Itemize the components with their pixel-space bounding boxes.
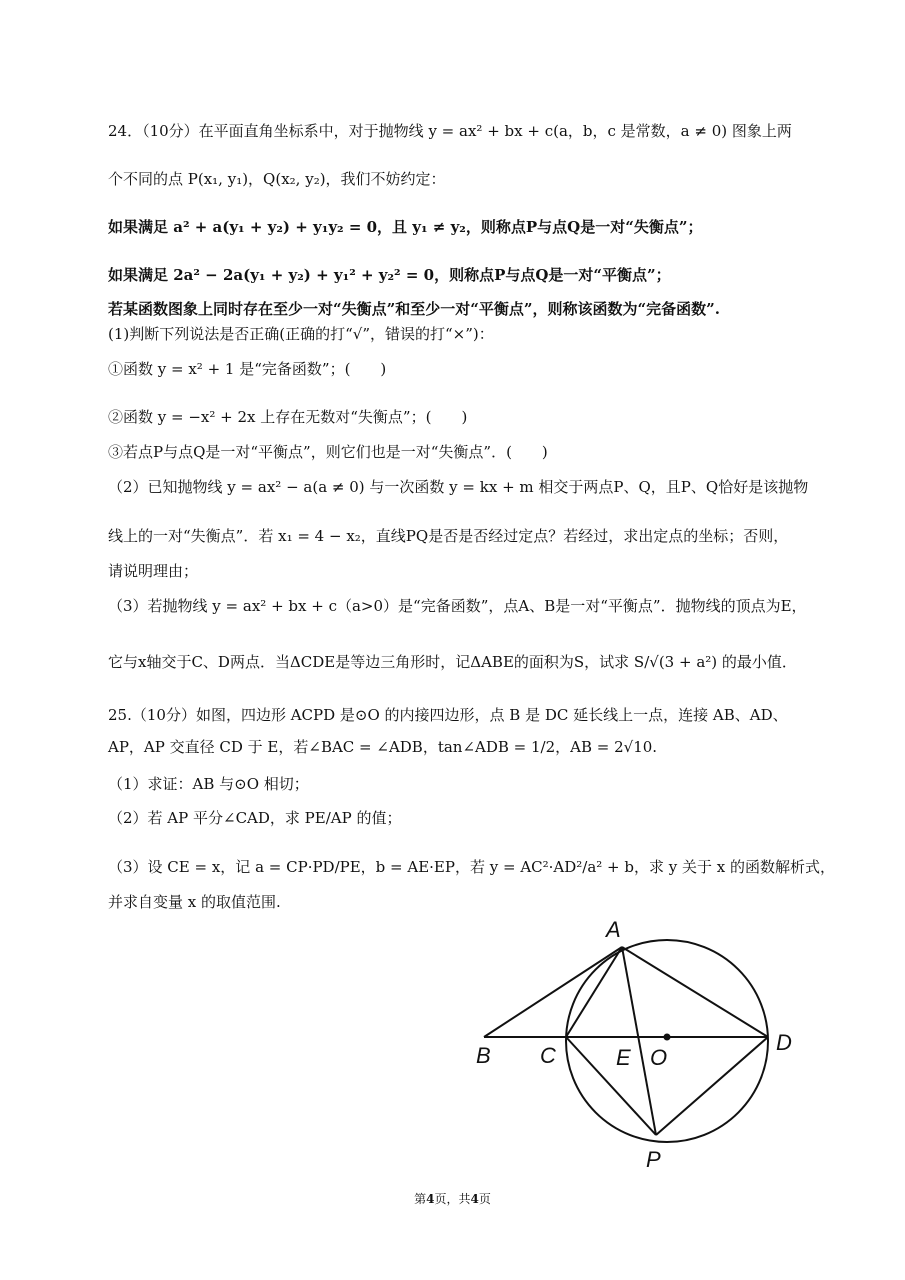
label-a: A	[606, 917, 621, 942]
label-o: O	[650, 1045, 668, 1070]
q25-part-1: （1）求证：AB 与⊙O 相切；	[108, 775, 309, 793]
footer-prefix: 第	[414, 1192, 427, 1206]
q25-line-2: AP，AP 交直径 CD 于 E，若∠BAC = ∠ADB，tan∠ADB = 1/2，AB = 2√10.	[108, 738, 658, 756]
q24-part-1-instruction: (1)判断下列说法是否正确(正确的打“√”，错误的打“×”)：	[108, 325, 494, 343]
segment-ac	[566, 947, 622, 1037]
q25-line-1: 25.（10分）如图，四边形 ACPD 是⊙O 的内接四边形，点 B 是 DC 延长线上一点，连接 AB、AD、	[108, 706, 788, 724]
label-e: E	[616, 1045, 631, 1070]
label-b: B	[476, 1043, 491, 1068]
q24-definition-wanbei: 若某函数图象上同时存在至少一对“失衡点”和至少一对“平衡点”，则称该函数为“完备函数”.	[108, 300, 720, 318]
label-p: P	[646, 1147, 661, 1172]
q24-part-3-line-2: 它与x轴交于C、D两点．当ΔCDE是等边三角形时，记ΔABE的面积为S，试求 S/√(3 + a²) 的最小值．	[108, 653, 797, 671]
q24-line-2: 个不同的点 P(x₁, y₁)，Q(x₂, y₂)，我们不妨约定：	[108, 170, 446, 188]
label-d: D	[776, 1030, 792, 1055]
q24-part-2-line-1: （2）已知抛物线 y = ax² − a(a ≠ 0) 与一次函数 y = kx + m 相交于两点P、Q，且P、Q恰好是该抛物	[108, 478, 809, 496]
q24-item-3: ③若点P与点Q是一对“平衡点”，则它们也是一对“失衡点”．( )	[108, 443, 548, 461]
q24-line-1: 24．（10分）在平面直角坐标系中，对于抛物线 y = ax² + bx + c(a，b，c 是常数，a ≠ 0) 图象上两	[108, 122, 792, 140]
segment-pd	[656, 1037, 768, 1135]
footer-total-pages: 4	[470, 1192, 479, 1206]
q24-definition-pingheng: 如果满足 2a² − 2a(y₁ + y₂) + y₁² + y₂² = 0，则称点P与点Q是一对“平衡点”；	[108, 266, 671, 284]
q25-part-3-line-2: 并求自变量 x 的取值范围.	[108, 893, 281, 911]
footer-suffix: 页	[478, 1192, 491, 1206]
segment-ab	[484, 947, 622, 1037]
q24-part-3-line-1: （3）若抛物线 y = ax² + bx + c（a>0）是“完备函数”，点A、B是一对“平衡点”．抛物线的顶点为E，	[108, 597, 807, 615]
q24-part-2-line-2: 线上的一对“失衡点”．若 x₁ = 4 − x₂，直线PQ是否是否经过定点？若经过，求出定点的坐标；否则，	[108, 527, 789, 545]
segment-cp	[566, 1037, 656, 1135]
q24-definition-shiheng: 如果满足 a² + a(y₁ + y₂) + y₁y₂ = 0，且 y₁ ≠ y₂，则称点P与点Q是一对“失衡点”；	[108, 218, 703, 236]
geometry-figure	[470, 915, 810, 1175]
segment-ad	[622, 947, 768, 1037]
q24-item-1: ①函数 y = x² + 1 是“完备函数”；( )	[108, 360, 387, 378]
footer-page-number: 4	[426, 1192, 435, 1206]
label-c: C	[540, 1043, 556, 1068]
segment-ap	[622, 947, 656, 1135]
footer-mid: 页，共	[434, 1192, 471, 1206]
q24-item-2: ②函数 y = −x² + 2x 上存在无数对“失衡点”；( )	[108, 408, 468, 426]
circle-o	[566, 940, 768, 1142]
q24-part-2-line-3: 请说明理由；	[108, 562, 199, 580]
center-point-o	[664, 1034, 671, 1041]
page-footer	[0, 1190, 905, 1207]
q25-part-2: （2）若 AP 平分∠CAD，求 PE/AP 的值；	[108, 809, 402, 827]
q25-part-3-line-1: （3）设 CE = x，记 a = CP·PD/PE，b = AE·EP，若 y = AC²·AD²/a² + b，求 y 关于 x 的函数解析式，	[108, 858, 836, 876]
